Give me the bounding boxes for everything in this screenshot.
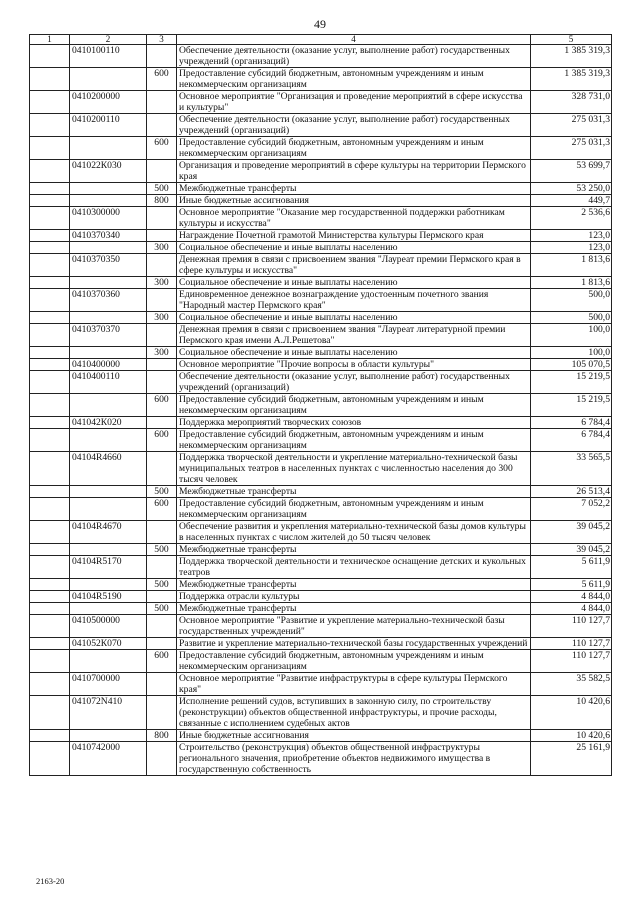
expense-type-code: [147, 615, 177, 638]
target-article-code: 0410742000: [70, 742, 147, 776]
amount-value: 110 127,7: [531, 615, 612, 638]
item-name: Поддержка творческой деятельности и техническое оснащение детских и кукольных театров: [177, 556, 531, 579]
table-row: [30, 650, 612, 673]
item-name: Основное мероприятие "Развитие инфраструктуры в сфере культуры Пермского края": [177, 673, 531, 696]
amount-value: 2 536,6: [531, 207, 612, 230]
target-article-code: [70, 486, 147, 498]
row-index-cell: [30, 417, 70, 429]
table-row: [30, 615, 612, 638]
item-name: Основное мероприятие "Организация и проведение мероприятий в сфере искусства и культуры": [177, 91, 531, 114]
target-article-code: 0410500000: [70, 615, 147, 638]
item-name: Предоставление субсидий бюджетным, автономным учреждениям и иным некоммерческим организациям: [177, 394, 531, 417]
row-index-cell: [30, 207, 70, 230]
table-row: [30, 347, 612, 359]
target-article-code: 041072N410: [70, 696, 147, 730]
item-name: Обеспечение деятельности (оказание услуг, выполнение работ) государственных учреждений (организаций): [177, 371, 531, 394]
expense-type-code: 600: [147, 137, 177, 160]
column-header: 5: [531, 35, 612, 45]
target-article-code: 0410400000: [70, 359, 147, 371]
expense-type-code: [147, 591, 177, 603]
row-index-cell: [30, 486, 70, 498]
table-row: [30, 195, 612, 207]
amount-value: 39 045,2: [531, 544, 612, 556]
expense-type-code: 300: [147, 277, 177, 289]
row-index-cell: [30, 160, 70, 183]
target-article-code: 041022К030: [70, 160, 147, 183]
item-name: Иные бюджетные ассигнования: [177, 730, 531, 742]
target-article-code: [70, 68, 147, 91]
row-index-cell: [30, 650, 70, 673]
expense-type-code: [147, 114, 177, 137]
target-article-code: [70, 603, 147, 615]
item-name: Социальное обеспечение и иные выплаты населению: [177, 242, 531, 254]
item-name: Предоставление субсидий бюджетным, автономным учреждениям и иным некоммерческим организациям: [177, 137, 531, 160]
expense-type-code: 600: [147, 429, 177, 452]
target-article-code: [70, 579, 147, 591]
row-index-cell: [30, 254, 70, 277]
table-row: [30, 579, 612, 591]
table-row: [30, 277, 612, 289]
item-name: Развитие и укрепление материально-технической базы государственных учреждений: [177, 638, 531, 650]
amount-value: 449,7: [531, 195, 612, 207]
item-name: Основное мероприятие "Прочие вопросы в области культуры": [177, 359, 531, 371]
target-article-code: 0410200110: [70, 114, 147, 137]
table-row: [30, 230, 612, 242]
row-index-cell: [30, 45, 70, 68]
table-row: [30, 324, 612, 347]
amount-value: 6 784,4: [531, 417, 612, 429]
row-index-cell: [30, 498, 70, 521]
item-name: Награждение Почетной грамотой Министерства культуры Пермского края: [177, 230, 531, 242]
column-header: 1: [30, 35, 70, 45]
target-article-code: [70, 394, 147, 417]
expense-type-code: [147, 324, 177, 347]
table-row: [30, 160, 612, 183]
amount-value: 500,0: [531, 289, 612, 312]
row-index-cell: [30, 452, 70, 486]
table-row: [30, 452, 612, 486]
item-name: Денежная премия в связи с присвоением звания "Лауреат премии Пермского края в сфере культуры и искусства": [177, 254, 531, 277]
row-index-cell: [30, 429, 70, 452]
table-row: [30, 556, 612, 579]
item-name: Основное мероприятие "Развитие и укрепление материально-технической базы государственных учреждений": [177, 615, 531, 638]
target-article-code: [70, 347, 147, 359]
row-index-cell: [30, 673, 70, 696]
row-index-cell: [30, 195, 70, 207]
expense-type-code: 800: [147, 195, 177, 207]
row-index-cell: [30, 394, 70, 417]
expense-type-code: 600: [147, 68, 177, 91]
table-row: [30, 429, 612, 452]
column-header: 4: [177, 35, 531, 45]
expense-type-code: 500: [147, 183, 177, 195]
expense-type-code: 300: [147, 312, 177, 324]
target-article-code: 04104R5170: [70, 556, 147, 579]
expense-type-code: [147, 556, 177, 579]
expense-type-code: [147, 696, 177, 730]
item-name: Межбюджетные трансферты: [177, 579, 531, 591]
item-name: Основное мероприятие "Оказание мер государственной поддержки работникам культуры и искусства": [177, 207, 531, 230]
item-name: Предоставление субсидий бюджетным, автономным учреждениям и иным некоммерческим организациям: [177, 650, 531, 673]
row-index-cell: [30, 312, 70, 324]
item-name: Единовременное денежное вознаграждение удостоенным почетного звания "Народный мастер Пермского края": [177, 289, 531, 312]
target-article-code: [70, 429, 147, 452]
amount-value: 123,0: [531, 230, 612, 242]
target-article-code: 04104R4660: [70, 452, 147, 486]
target-article-code: 0410400110: [70, 371, 147, 394]
amount-value: 328 731,0: [531, 91, 612, 114]
item-name: Предоставление субсидий бюджетным, автономным учреждениям и иным некоммерческим организациям: [177, 68, 531, 91]
table-header-row: [30, 35, 612, 45]
budget-table: [29, 34, 612, 776]
row-index-cell: [30, 91, 70, 114]
target-article-code: 0410100110: [70, 45, 147, 68]
target-article-code: 0410370370: [70, 324, 147, 347]
row-index-cell: [30, 277, 70, 289]
target-article-code: [70, 650, 147, 673]
table-row: [30, 45, 612, 68]
row-index-cell: [30, 556, 70, 579]
amount-value: 10 420,6: [531, 696, 612, 730]
amount-value: 1 385 319,3: [531, 68, 612, 91]
amount-value: 25 161,9: [531, 742, 612, 776]
target-article-code: [70, 544, 147, 556]
row-index-cell: [30, 521, 70, 544]
target-article-code: [70, 312, 147, 324]
row-index-cell: [30, 591, 70, 603]
expense-type-code: [147, 160, 177, 183]
amount-value: 100,0: [531, 347, 612, 359]
amount-value: 53 699,7: [531, 160, 612, 183]
amount-value: 39 045,2: [531, 521, 612, 544]
table-row: [30, 417, 612, 429]
row-index-cell: [30, 183, 70, 195]
target-article-code: [70, 183, 147, 195]
expense-type-code: [147, 742, 177, 776]
expense-type-code: [147, 289, 177, 312]
table-row: [30, 603, 612, 615]
target-article-code: [70, 242, 147, 254]
amount-value: 1 813,6: [531, 254, 612, 277]
item-name: Строительство (реконструкция) объектов общественной инфраструктуры регионального значения, приобретение объектов недвижимого имущества в государственную собственность: [177, 742, 531, 776]
row-index-cell: [30, 242, 70, 254]
table-body: [30, 45, 612, 776]
item-name: Социальное обеспечение и иные выплаты населению: [177, 347, 531, 359]
amount-value: 4 844,0: [531, 603, 612, 615]
amount-value: 7 052,2: [531, 498, 612, 521]
table-row: [30, 638, 612, 650]
amount-value: 35 582,5: [531, 673, 612, 696]
table-row: [30, 312, 612, 324]
table-row: [30, 498, 612, 521]
item-name: Межбюджетные трансферты: [177, 603, 531, 615]
amount-value: 1 385 319,3: [531, 45, 612, 68]
amount-value: 500,0: [531, 312, 612, 324]
expense-type-code: [147, 371, 177, 394]
row-index-cell: [30, 114, 70, 137]
item-name: Обеспечение развития и укрепления материально-технической базы домов культуры в населенных пунктах с числом жителей до 50 тысяч человек: [177, 521, 531, 544]
amount-value: 275 031,3: [531, 114, 612, 137]
table-row: [30, 742, 612, 776]
item-name: Денежная премия в связи с присвоением звания "Лауреат литературной премии Пермского края имени А.Л.Решетова": [177, 324, 531, 347]
page-number: 49: [314, 17, 326, 31]
item-name: Поддержка творческой деятельности и укрепление материально-технической базы муниципальных театров в населенных пунктах с численностью населения до 300 тысяч человек: [177, 452, 531, 486]
amount-value: 100,0: [531, 324, 612, 347]
table-row: [30, 114, 612, 137]
expense-type-code: [147, 452, 177, 486]
item-name: Межбюджетные трансферты: [177, 486, 531, 498]
expense-type-code: [147, 417, 177, 429]
amount-value: 4 844,0: [531, 591, 612, 603]
table-row: [30, 289, 612, 312]
target-article-code: 041042К020: [70, 417, 147, 429]
column-header: 2: [70, 35, 147, 45]
column-header: 3: [147, 35, 177, 45]
row-index-cell: [30, 137, 70, 160]
expense-type-code: [147, 359, 177, 371]
item-name: Исполнение решений судов, вступивших в законную силу, по строительству (реконструкции) объектов общественной инфраструктуры, и прочие расходы, связанные с исполнением судебных актов: [177, 696, 531, 730]
target-article-code: [70, 277, 147, 289]
expense-type-code: 600: [147, 394, 177, 417]
table-row: [30, 359, 612, 371]
table-row: [30, 254, 612, 277]
item-name: Поддержка отрасли культуры: [177, 591, 531, 603]
expense-type-code: 500: [147, 603, 177, 615]
expense-type-code: 800: [147, 730, 177, 742]
table-row: [30, 591, 612, 603]
target-article-code: 0410700000: [70, 673, 147, 696]
expense-type-code: [147, 45, 177, 68]
item-name: Предоставление субсидий бюджетным, автономным учреждениям и иным некоммерческим организациям: [177, 429, 531, 452]
target-article-code: 04104R4670: [70, 521, 147, 544]
table-row: [30, 68, 612, 91]
amount-value: 15 219,5: [531, 371, 612, 394]
expense-type-code: 300: [147, 242, 177, 254]
amount-value: 110 127,7: [531, 638, 612, 650]
item-name: Социальное обеспечение и иные выплаты населению: [177, 312, 531, 324]
expense-type-code: [147, 91, 177, 114]
table-row: [30, 544, 612, 556]
amount-value: 5 611,9: [531, 556, 612, 579]
footer-code: 2163-20: [36, 876, 65, 886]
row-index-cell: [30, 638, 70, 650]
amount-value: 10 420,6: [531, 730, 612, 742]
expense-type-code: 600: [147, 650, 177, 673]
table-row: [30, 696, 612, 730]
target-article-code: 0410370360: [70, 289, 147, 312]
amount-value: 110 127,7: [531, 650, 612, 673]
table-row: [30, 91, 612, 114]
expense-type-code: [147, 521, 177, 544]
table-row: [30, 730, 612, 742]
row-index-cell: [30, 544, 70, 556]
amount-value: 105 070,5: [531, 359, 612, 371]
amount-value: 26 513,4: [531, 486, 612, 498]
item-name: Поддержка мероприятий творческих союзов: [177, 417, 531, 429]
amount-value: 123,0: [531, 242, 612, 254]
row-index-cell: [30, 730, 70, 742]
expense-type-code: [147, 638, 177, 650]
amount-value: 5 611,9: [531, 579, 612, 591]
table-row: [30, 242, 612, 254]
expense-type-code: 500: [147, 544, 177, 556]
row-index-cell: [30, 347, 70, 359]
target-article-code: 0410300000: [70, 207, 147, 230]
row-index-cell: [30, 230, 70, 242]
amount-value: 6 784,4: [531, 429, 612, 452]
expense-type-code: [147, 254, 177, 277]
target-article-code: 0410370340: [70, 230, 147, 242]
target-article-code: 0410370350: [70, 254, 147, 277]
item-name: Межбюджетные трансферты: [177, 183, 531, 195]
expense-type-code: [147, 207, 177, 230]
table-row: [30, 371, 612, 394]
expense-type-code: [147, 230, 177, 242]
target-article-code: 04104R5190: [70, 591, 147, 603]
row-index-cell: [30, 579, 70, 591]
table-row: [30, 137, 612, 160]
table-row: [30, 486, 612, 498]
table-row: [30, 521, 612, 544]
target-article-code: 0410200000: [70, 91, 147, 114]
amount-value: 1 813,6: [531, 277, 612, 289]
item-name: Межбюджетные трансферты: [177, 544, 531, 556]
expense-type-code: 500: [147, 579, 177, 591]
table-row: [30, 394, 612, 417]
row-index-cell: [30, 359, 70, 371]
row-index-cell: [30, 289, 70, 312]
target-article-code: [70, 195, 147, 207]
amount-value: 275 031,3: [531, 137, 612, 160]
row-index-cell: [30, 324, 70, 347]
row-index-cell: [30, 742, 70, 776]
item-name: Социальное обеспечение и иные выплаты населению: [177, 277, 531, 289]
amount-value: 53 250,0: [531, 183, 612, 195]
item-name: Организация и проведение мероприятий в сфере культуры на территории Пермского края: [177, 160, 531, 183]
target-article-code: [70, 730, 147, 742]
table-row: [30, 183, 612, 195]
table-row: [30, 207, 612, 230]
expense-type-code: 500: [147, 486, 177, 498]
expense-type-code: [147, 673, 177, 696]
target-article-code: [70, 498, 147, 521]
item-name: Обеспечение деятельности (оказание услуг, выполнение работ) государственных учреждений (организаций): [177, 114, 531, 137]
row-index-cell: [30, 615, 70, 638]
expense-type-code: 600: [147, 498, 177, 521]
row-index-cell: [30, 371, 70, 394]
item-name: Предоставление субсидий бюджетным, автономным учреждениям и иным некоммерческим организациям: [177, 498, 531, 521]
row-index-cell: [30, 696, 70, 730]
row-index-cell: [30, 603, 70, 615]
amount-value: 15 219,5: [531, 394, 612, 417]
expense-type-code: 300: [147, 347, 177, 359]
table-row: [30, 673, 612, 696]
amount-value: 33 565,5: [531, 452, 612, 486]
target-article-code: 041052К070: [70, 638, 147, 650]
row-index-cell: [30, 68, 70, 91]
item-name: Обеспечение деятельности (оказание услуг, выполнение работ) государственных учреждений (организаций): [177, 45, 531, 68]
target-article-code: [70, 137, 147, 160]
item-name: Иные бюджетные ассигнования: [177, 195, 531, 207]
